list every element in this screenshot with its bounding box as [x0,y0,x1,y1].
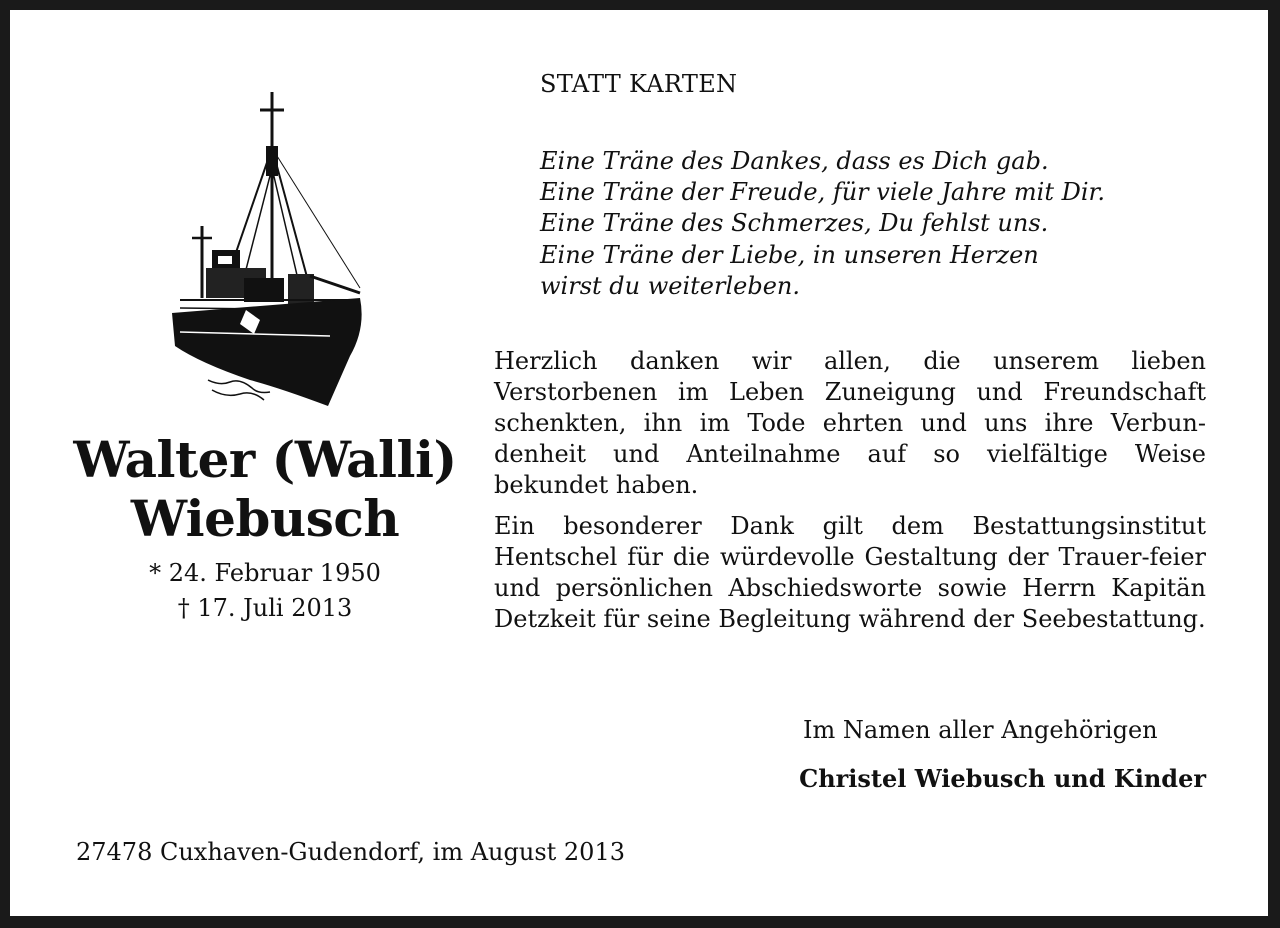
thanks-paragraph-1: Herzlich danken wir allen, die unserem lieben Verstorbenen im Leben Zuneigung und Freundschaft schenkten, ihn im Tode ehrten und uns ihre Verbun-denheit und Anteilnahme auf so vielfältige Weise bekundet haben. [494,347,1206,499]
deceased-name-line2: Wiebusch [130,489,400,548]
place-date: 27478 Cuxhaven-Gudendorf, im August 2013 [76,838,625,866]
thanks-paragraph-2: Ein besonderer Dank gilt dem Bestattungsinstitut Hentschel für die würdevolle Gestaltung der Trauer-feier und persönlichen Abschiedsworte sowie Herrn Kapitän Detzkeit für seine Begleitung während der Seebestattung. [494,512,1206,633]
signature: Christel Wiebusch und Kinder [799,764,1206,793]
death-date: † 17. Juli 2013 [177,594,353,622]
ship-icon [160,88,370,408]
notice-heading: STATT KARTEN [540,70,738,98]
closing-line: Im Namen aller Angehörigen [803,716,1158,744]
deceased-name-line1: Walter (Walli) [73,430,457,489]
poem: Eine Träne des Dankes, dass es Dich gab. Eine Träne der Freude, für viele Jahre mit Dir. Eine Träne des Schmerzes, Du fehlst uns. Eine Träne der Liebe, in unseren Herzen wirst du weiterleben. [540,147,1106,300]
birth-date: * 24. Februar 1950 [149,559,381,587]
obituary-card [10,10,1268,916]
